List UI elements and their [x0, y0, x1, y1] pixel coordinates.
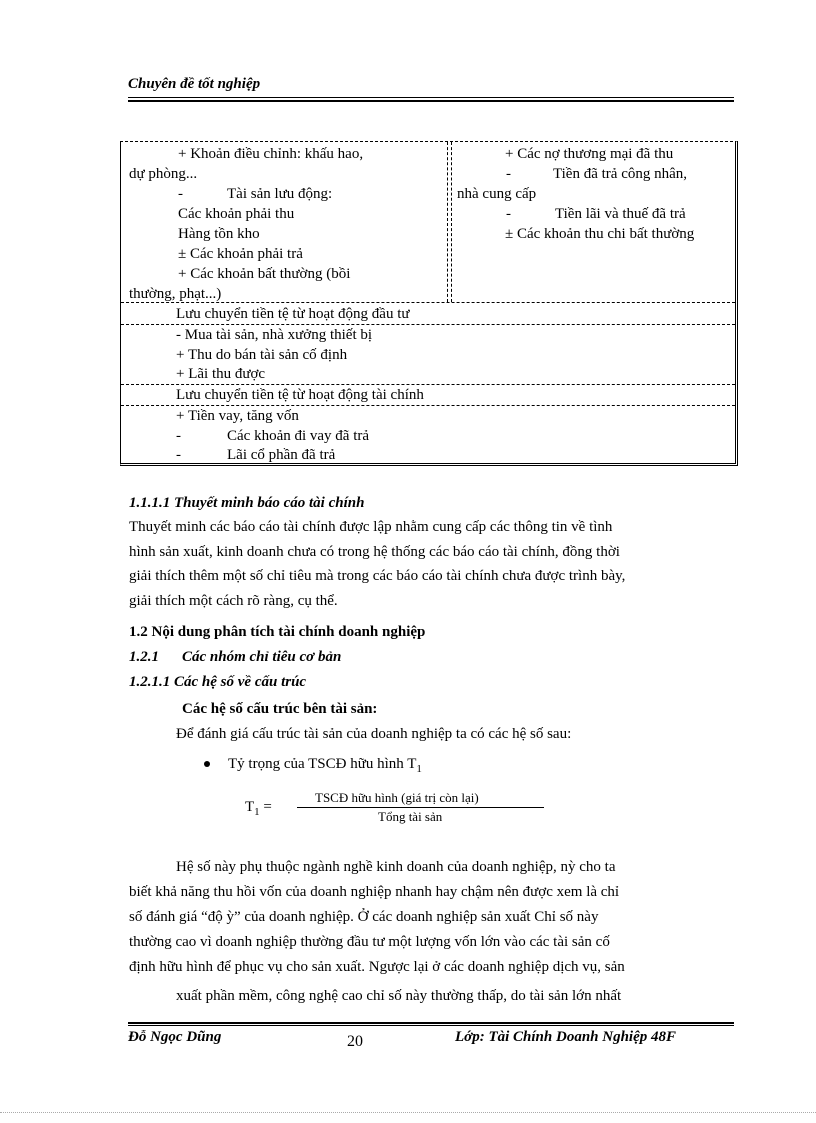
cash-flow-table	[120, 141, 738, 466]
table-cell-line: dự phòng...	[129, 166, 198, 182]
section-heading-1211: 1.2.1.1 Các hệ số về cấu trúc	[129, 674, 307, 690]
table-row-divider	[121, 302, 735, 303]
paragraph-line: hình sản xuất, kinh doanh chưa có trong hệ thống các báo cáo tài chính, đồng thời	[129, 544, 620, 560]
paragraph-line: Thuyết minh các báo cáo tài chính được lập nhằm cung cấp các thông tin về tình	[129, 519, 613, 535]
table-cell-line: ± Các khoản phải trả	[178, 246, 303, 262]
asset-structure-heading: Các hệ số cấu trúc bên tài sản:	[182, 701, 378, 717]
column-divider-left	[447, 142, 448, 302]
paragraph-line: Hệ số này phụ thuộc ngành nghề kinh doanh của doanh nghiệp, nỳ cho ta	[176, 859, 616, 875]
formula-lhs: $T_1$ =	[245, 799, 272, 818]
table-cell-line: Lãi cổ phần đã trả	[227, 447, 336, 463]
table-cell-line: + Tiền vay, tăng vốn	[176, 408, 299, 424]
table-cell-dash: -	[176, 428, 181, 444]
table-cell-line: ± Các khoản thu chi bất thường	[505, 226, 695, 242]
asset-structure-intro: Để đánh giá cấu trúc tài sản của doanh nghiệp ta có các hệ số sau:	[176, 726, 572, 742]
paragraph-line: giải thích thêm một số chỉ tiêu mà trong các báo cáo tài chính chưa được trình bày,	[129, 568, 626, 584]
page-edge-divider	[0, 1112, 816, 1113]
footer-class: Lớp: Tài Chính Doanh Nghiệp 48F	[455, 1029, 677, 1045]
paragraph-line: định hữu hình để phục vụ cho sản xuất. Ngược lại ở các doanh nghiệp dịch vụ, sản	[129, 959, 625, 975]
paragraph-line: biết khả năng thu hồi vốn của doanh nghiệp nhanh hay chậm nên được xem là chỉ	[129, 884, 620, 900]
table-cell-dash: -	[176, 447, 181, 463]
table-cell-dash: -	[506, 166, 511, 182]
bullet-subscript: 1	[416, 763, 422, 775]
table-cell-line: + Lãi thu được	[176, 366, 266, 382]
table-cell-line: + Các khoản bất thường (bồi	[178, 266, 351, 282]
paragraph-line: xuất phần mềm, công nghệ cao chỉ số này thường thấp, do tài sản lớn nhất	[176, 988, 622, 1004]
section-heading-12: 1.2 Nội dung phân tích tài chính doanh nghiệp	[129, 624, 426, 640]
formula-denominator: Tổng tài sản	[378, 809, 443, 824]
section-heading-1111: 1.1.1.1 Thuyết minh báo cáo tài chính	[129, 495, 365, 511]
footer-author: Đỗ Ngọc Dũng	[128, 1029, 222, 1045]
invest-heading: Lưu chuyển tiền tệ từ hoạt động đầu tư	[176, 306, 410, 322]
paragraph-line: giải thích một cách rõ ràng, cụ thể.	[129, 593, 338, 609]
table-cell-dash: -	[178, 186, 183, 202]
table-cell-line: - Mua tài sản, nhà xưởng thiết bị	[176, 327, 373, 343]
header-rule-bottom	[128, 100, 734, 102]
table-cell-dash: -	[506, 206, 511, 222]
table-cell-line: + Các nợ thương mại đã thu	[505, 146, 674, 162]
section-number-121: 1.2.1	[129, 649, 159, 665]
table-cell-line: Các khoản phải thu	[178, 206, 295, 222]
page-header-title: Chuyên đề tốt nghiệp	[128, 76, 261, 92]
paragraph-line: thường cao vì doanh nghiệp thường đầu tư một lượng vốn lớn vào các tài sản cố	[129, 934, 610, 950]
bullet-item: Tỷ trọng của TSCĐ hữu hình $T_1$	[228, 756, 422, 775]
table-cell-line: + Thu do bán tài sản cố định	[176, 347, 348, 363]
table-cell-line: Các khoản đi vay đã trả	[227, 428, 370, 444]
table-cell-line: nhà cung cấp	[457, 186, 537, 202]
header-rule-top	[128, 97, 734, 98]
table-cell-line: + Khoản điều chỉnh: khấu hao,	[178, 146, 364, 162]
footer-rule-top	[128, 1022, 734, 1024]
footer-rule-bottom	[128, 1025, 734, 1026]
paragraph-line: số đánh giá “độ ỳ” của doanh nghiệp. Ở các doanh nghiệp sản xuất Chỉ số này	[129, 909, 599, 925]
section-heading-121: Các nhóm chỉ tiêu cơ bản	[182, 649, 342, 665]
table-cell-line: thường, phạt...)	[129, 286, 222, 302]
formula-numerator: TSCĐ hữu hình (giá trị còn lại)	[315, 790, 479, 805]
finance-heading: Lưu chuyển tiền tệ từ hoạt động tài chính	[176, 387, 424, 403]
page-number: 20	[347, 1033, 363, 1050]
table-cell-line: Tiền lãi và thuế đã trả	[555, 206, 686, 222]
bullet-dot-icon	[204, 761, 210, 767]
table-cell-line: Tài sản lưu động:	[227, 186, 333, 202]
table-cell-line: Tiền đã trả công nhân,	[553, 166, 688, 182]
formula-fraction-bar	[297, 807, 544, 808]
table-cell-line: Hàng tồn kho	[178, 226, 260, 242]
column-divider-right	[451, 142, 452, 302]
